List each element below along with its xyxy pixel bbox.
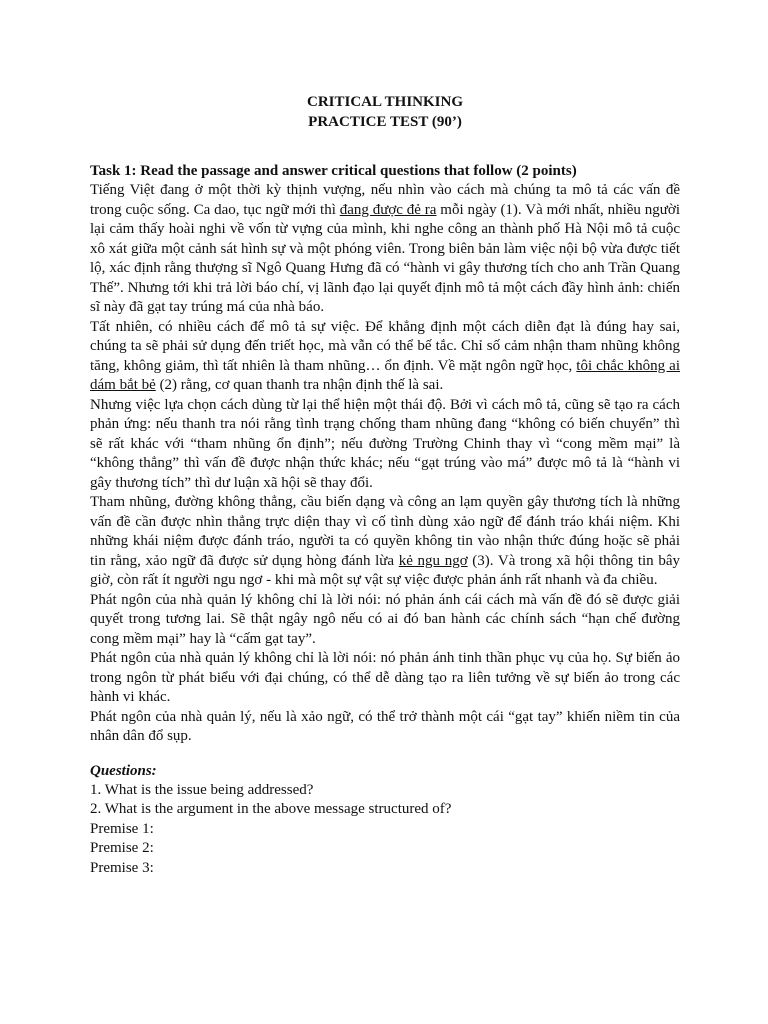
- passage-text: mỗi ngày (1). Và mới nhất, nhiều người lại cảm thấy hoài nghi về vốn từ vựng của mình, khi nghe công an thành phố Hà Nội mô tả cuộc xô xát giữa một cảnh sát hình sự và một phóng viên. Trong biên bản làm việc nội bộ vừa được tiết lộ, xác định rằng thượng sĩ Ngô Quang Hưng đã có “hành vi gây thương tích cho anh Trần Quang Thế”. Nhưng tới khi trả lời báo chí, vị lãnh đạo lại quyết định mô tả một cách đầy hình ảnh: chiến sĩ này đã gạt tay trúng má của nhà báo.: [90, 201, 680, 315]
- underlined-phrase-3: kẻ ngu ngơ: [398, 552, 468, 569]
- document-title-line-2: PRACTICE TEST (90’): [308, 114, 462, 130]
- question-item: 1. What is the issue being addressed?: [90, 781, 314, 798]
- passage-text: Tiếng Việt đang ở một thời kỳ thịnh vượng, nếu nhìn vào cách mà chúng ta mô tả các vấn đề trong cuộc sống. Ca dao, tục ngữ mới thì: [90, 182, 680, 218]
- question-item: 2. What is the argument in the above message structured of?: [90, 801, 452, 817]
- passage-paragraph-1: [90, 181, 680, 318]
- premise-item: Premise 2:: [90, 840, 154, 856]
- premise-item: Premise 3:: [90, 859, 154, 876]
- passage-paragraph-5: Phát ngôn của nhà quản lý không chỉ là lời nói: nó phản ánh cái cách mà vấn đề đó sẽ được giải quyết trong tương lai. Sẽ thật ngây ngô nếu có ai đó ban hành các chính sách “hạn chế đường cong mềm mại” hay là “cấm gạt tay”.: [90, 591, 680, 647]
- document-page: [90, 92, 680, 878]
- passage-text: (2) rằng, cơ quan thanh tra nhận định thế là sai.: [155, 377, 444, 393]
- questions-heading: Questions:: [90, 762, 157, 779]
- passage-text: Tất nhiên, có nhiều cách để mô tả sự việc. Để khẳng định một cách diễn đạt là đúng hay sai, chúng ta sẽ phải sử dụng đến triết học, mà vẫn có thể bế tắc. Chỉ số cảm nhận tham nhũng không tăng, không giảm, thì tất nhiên là tham nhũng… ổn định. Về mặt ngôn ngữ học,: [90, 318, 680, 374]
- passage-text: (3). Và trong xã hội thông tin bây giờ, còn rất ít người ngu ngơ - khi mà một sự vật sự việc được phản ánh rất nhanh và đa chiều.: [90, 552, 680, 588]
- task-1-heading: Task 1: Read the passage and answer critical questions that follow (2 points): [90, 163, 577, 179]
- passage-paragraph-3: Nhưng việc lựa chọn cách dùng từ lại thể hiện một thái độ. Bởi vì cách mô tả, cũng sẽ tạo ra cách phản ứng: nếu thanh tra nói rằng tình trạng chống tham nhũng đang “không có biến chuyển” thì sẽ rất khác với “tham nhũng ổn định”; nếu đường Trường Chinh thay vì “cong mềm mại” là “không thẳng” thì vấn đề được nhận thức khác; nếu “gạt trúng vào má” được mô tả là “hành vi gây thương tích” thì dư luận xã hội sẽ thay đổi.: [90, 396, 680, 491]
- underlined-phrase-2: tôi chắc không ai dám bắt bẻ: [90, 357, 680, 393]
- passage-paragraph-7: Phát ngôn của nhà quản lý, nếu là xảo ngữ, có thể trở thành một cái “gạt tay” khiến niềm tin của nhân dân đổ sụp.: [90, 708, 680, 744]
- document-title-line-1: CRITICAL THINKING: [306, 94, 463, 110]
- passage-paragraph-6: Phát ngôn của nhà quản lý không chỉ là lời nói: nó phản ánh tinh thần phục vụ của họ. Sự biến ảo trong ngôn từ phát biểu với đại chúng, có thể dễ dàng tạo ra liên tưởng về sự biến ảo trong các hành vi khác.: [90, 650, 680, 705]
- underlined-phrase-1: đang được đẻ ra: [339, 201, 437, 218]
- passage-paragraph-2: [90, 318, 680, 396]
- premise-item: Premise 1:: [90, 820, 154, 837]
- passage-paragraph-4: [90, 493, 680, 591]
- passage-text: Tham nhũng, đường không thẳng, cầu biến dạng và công an lạm quyền gây thương tích là những vấn đề cần được nhìn thẳng trực diện thay vì cố tình dùng xảo ngữ để đánh tráo khái niệm. Khi những khái niệm được đánh tráo, người ta có quyền không tin vào nhận thức đúng hoặc sẽ phải tin rằng, xảo ngữ đã được sử dụng hòng đánh lừa: [90, 494, 680, 569]
